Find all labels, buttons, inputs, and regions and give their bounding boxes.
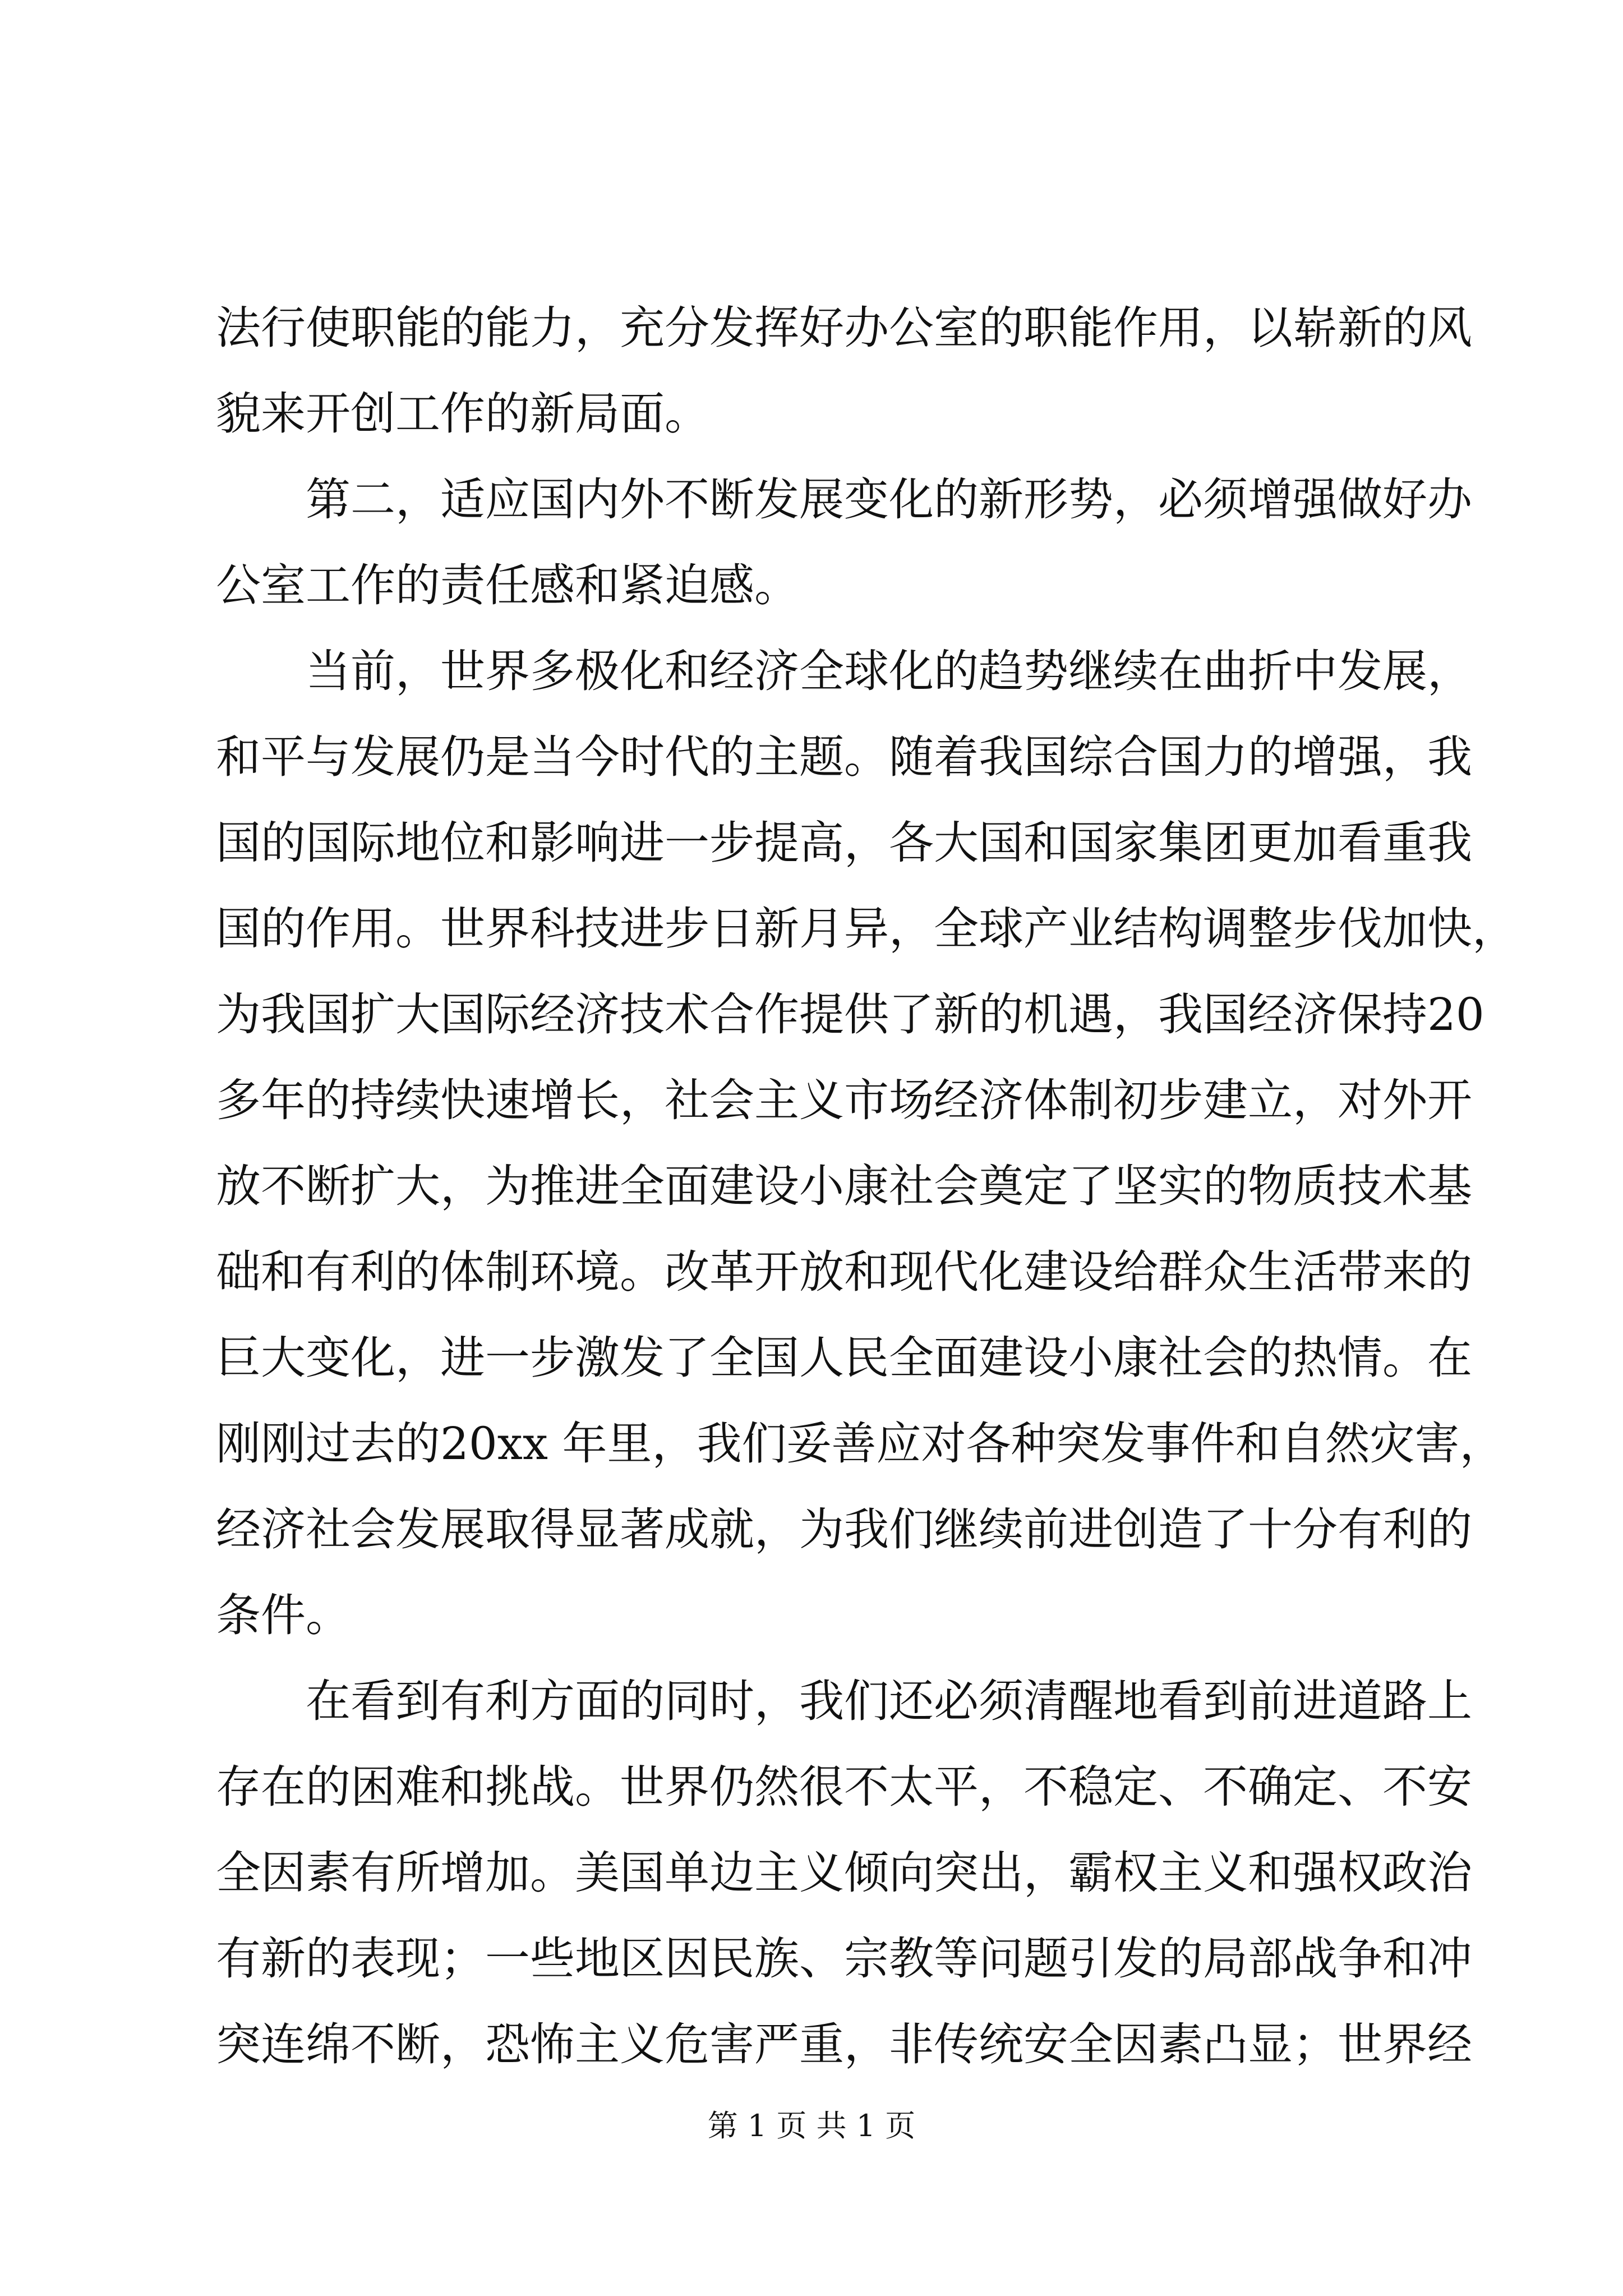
text-line: 突连绵不断，恐怖主义危害严重，非传统安全因素凸显；世界经: [216, 2018, 1472, 2070]
text-line: 为我国扩大国际经济技术合作提供了新的机遇，我国经济保持20: [216, 988, 1484, 1041]
text-line: 貌来开创工作的新局面。: [216, 388, 709, 440]
text-line: 当前，世界多极化和经济全球化的趋势继续在曲折中发展，: [306, 645, 1472, 697]
text-line: 多年的持续快速增长，社会主义市场经济体制初步建立，对外开: [216, 1074, 1472, 1126]
text-line: 第二，适应国内外不断发展变化的新形势，必须增强做好办: [306, 473, 1472, 526]
text-line: 存在的困难和挑战。世界仍然很不太平，不稳定、不确定、不安: [216, 1761, 1472, 1813]
text-line: 刚刚过去的20xx 年里，我们妥善应对各种突发事件和自然灾害，: [216, 1418, 1505, 1470]
text-line: 法行使职能的能力，充分发挥好办公室的职能作用，以崭新的风: [216, 302, 1472, 354]
text-line: 有新的表现；一些地区因民族、宗教等问题引发的局部战争和冲: [216, 1932, 1472, 1985]
text-line: 巨大变化，进一步激发了全国人民全面建设小康社会的热情。在: [216, 1332, 1472, 1384]
text-line: 全因素有所增加。美国单边主义倾向突出，霸权主义和强权政治: [216, 1847, 1472, 1899]
text-line: 础和有利的体制环境。改革开放和现代化建设给群众生活带来的: [216, 1246, 1472, 1298]
text-line: 放不断扩大，为推进全面建设小康社会奠定了坚实的物质技术基: [216, 1160, 1472, 1212]
text-line: 和平与发展仍是当今时代的主题。随着我国综合国力的增强，我: [216, 731, 1472, 783]
text-line: 条件。: [216, 1589, 351, 1641]
page-footer: 第 1 页 共 1 页: [707, 2108, 916, 2143]
text-line: 经济社会发展取得显著成就，为我们继续前进创造了十分有利的: [216, 1503, 1472, 1556]
text-line: 国的国际地位和影响进一步提高，各大国和国家集团更加看重我: [216, 817, 1472, 869]
text-line: 在看到有利方面的同时，我们还必须清醒地看到前进道路上: [306, 1675, 1472, 1727]
text-line: 国的作用。世界科技进步日新月异，全球产业结构调整步伐加快，: [216, 903, 1517, 955]
text-line: 公室工作的责任感和紧迫感。: [216, 559, 799, 611]
